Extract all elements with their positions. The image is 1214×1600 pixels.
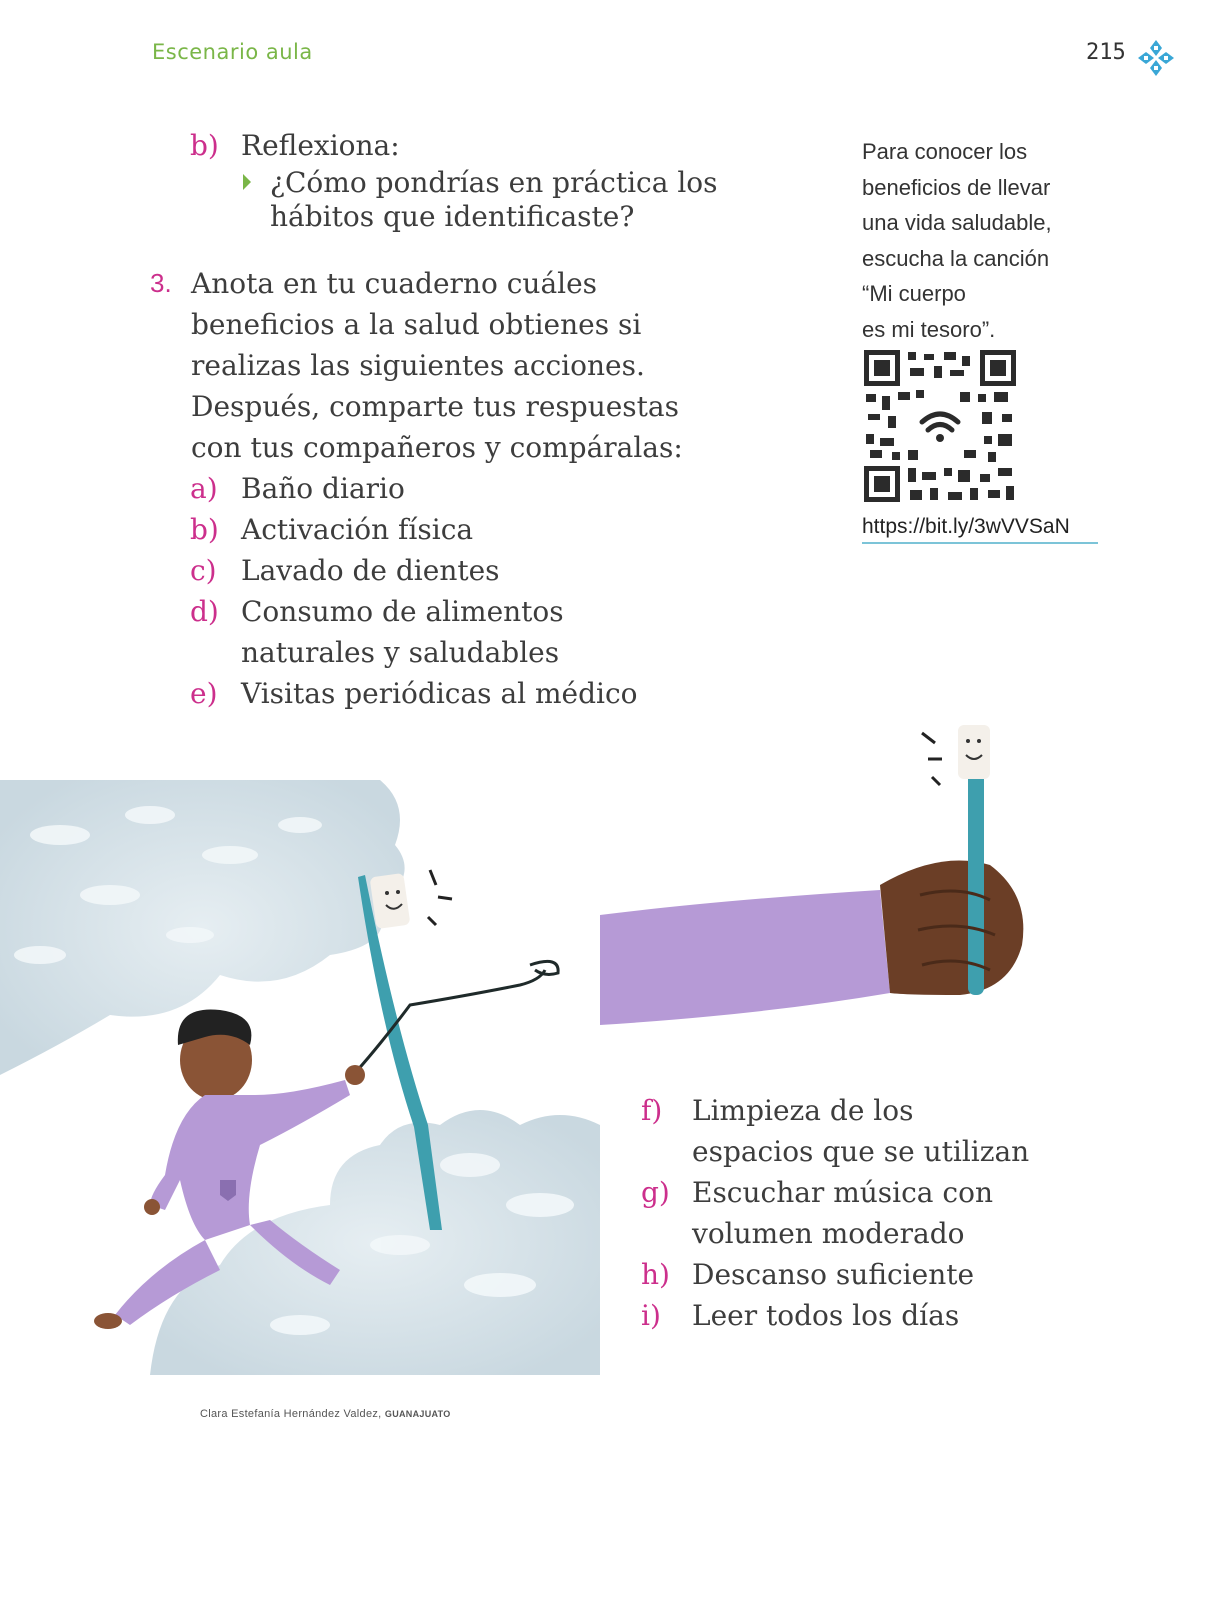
- list-item: g) Escuchar música con volumen moderado: [641, 1176, 993, 1250]
- list-item: d) Consumo de alimentos naturales y saludables: [190, 595, 564, 669]
- illustration-credit: Clara Estefanía Hernández Valdez, GUANAJUATO: [200, 1408, 451, 1420]
- list-item: a) Baño diario: [190, 472, 405, 505]
- page-number: 215: [1086, 40, 1126, 65]
- sidebar-line: una vida saludable,: [862, 210, 1052, 235]
- list-item: i) Leer todos los días: [641, 1299, 960, 1332]
- action-list-2: [641, 1090, 1111, 1336]
- instruction-line: realizas las siguientes acciones.: [191, 349, 645, 382]
- sidebar-note: [862, 134, 1112, 347]
- instruction-line: Después, comparte tus respuestas: [191, 390, 679, 423]
- reflect-title: Reflexiona:: [241, 129, 400, 162]
- section-title: Escenario aula: [152, 40, 313, 64]
- sidebar-line: beneficios de llevar: [862, 174, 1051, 200]
- list-item: h) Descanso suficiente: [641, 1258, 975, 1291]
- sidebar-line: Para conocer los: [862, 139, 1028, 164]
- list-item: c) Lavado de dientes: [190, 554, 500, 587]
- list-item: b) Activación física: [190, 513, 474, 546]
- song-link[interactable]: https://bit.ly/3wVVSaN: [862, 515, 1098, 544]
- activity-number: 3.: [150, 268, 172, 298]
- instruction-line: beneficios a la salud obtienes si: [191, 308, 642, 341]
- flower-logo-icon: [1136, 38, 1176, 78]
- qr-code-icon[interactable]: [864, 350, 1016, 502]
- bullet-arrow-icon: [241, 172, 253, 192]
- list-item: e) Visitas periódicas al médico: [190, 677, 638, 710]
- sidebar-line: escucha la canción: [862, 245, 1050, 271]
- instruction-line: Anota en tu cuaderno cuáles: [191, 267, 598, 300]
- sidebar-line: es mi tesoro”.: [862, 316, 996, 342]
- sidebar-line: “Mi cuerpo: [862, 281, 966, 306]
- list-item: f) Limpieza de los espacios que se utilizan: [641, 1094, 1030, 1168]
- activity-instructions: [191, 263, 683, 468]
- instruction-line: con tus compañeros y compáralas:: [191, 431, 683, 464]
- action-list-1: [190, 468, 750, 714]
- reflect-question-line2: hábitos que identificaste?: [270, 200, 635, 233]
- reflect-question-line1: ¿Cómo pondrías en práctica los: [270, 166, 718, 199]
- reflect-label: b): [190, 129, 219, 162]
